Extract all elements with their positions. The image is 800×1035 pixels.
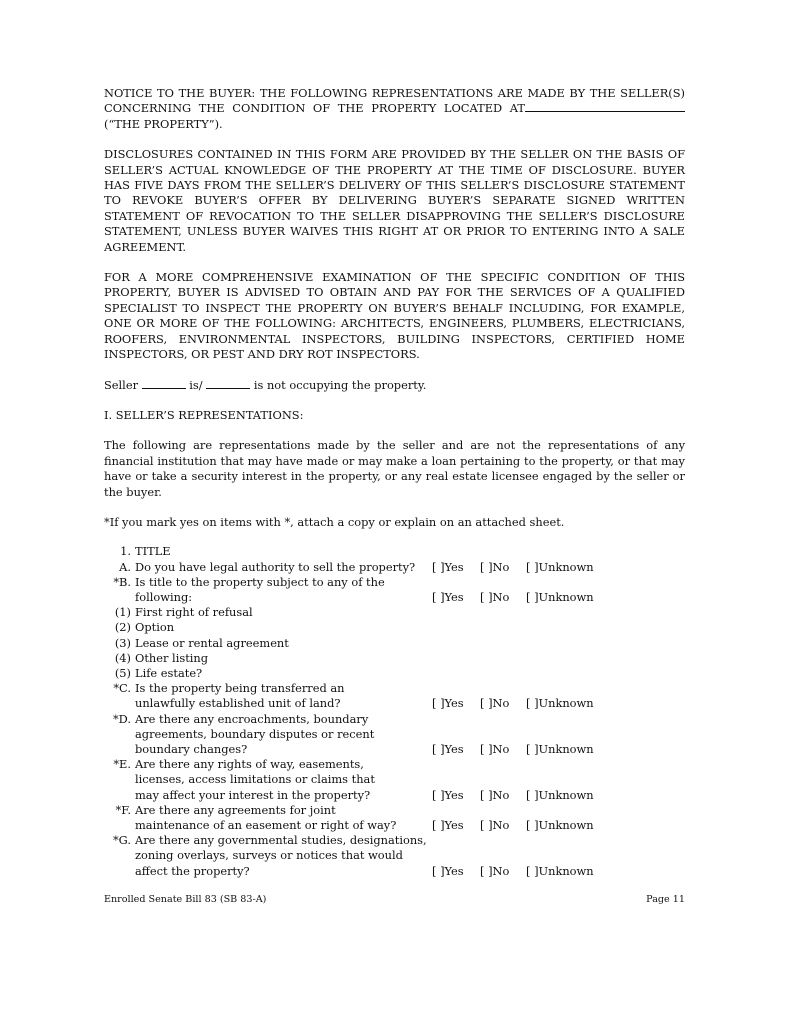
answer-options: [432, 590, 606, 605]
list-item: [104, 575, 685, 605]
item-question: [135, 620, 432, 635]
yes-checkbox[interactable]: [ ]Yes: [432, 818, 464, 832]
item-question: [135, 712, 432, 758]
page-footer: [104, 894, 685, 905]
question-line: Option: [135, 620, 175, 635]
list-item: [104, 636, 685, 651]
question-line: Do you have legal authority to sell the property?: [135, 559, 416, 574]
no-checkbox[interactable]: [ ]No: [480, 863, 510, 878]
unknown-checkbox[interactable]: [ ]Unknown: [526, 589, 594, 604]
list-item: [104, 803, 685, 833]
item-question: [135, 666, 432, 681]
list-item: [104, 757, 685, 803]
item-number: *E.: [113, 757, 131, 772]
unknown-checkbox[interactable]: [ ]Unknown: [526, 559, 594, 574]
item-question: [135, 757, 432, 803]
question-line: licenses, access limitations or claims that: [135, 772, 375, 787]
item-number: A.: [119, 559, 131, 574]
no-checkbox[interactable]: [ ]No: [480, 696, 510, 711]
answer-options: [432, 788, 606, 803]
list-item: [104, 560, 685, 575]
title-questions-list: [104, 544, 685, 878]
list-item: [104, 605, 685, 620]
question-line: agreements, boundary disputes or recent: [135, 726, 375, 741]
not-occupying-label: is not occupying the property.: [253, 377, 427, 392]
list-item: [104, 544, 685, 559]
no-checkbox[interactable]: [ ]No: [480, 559, 510, 574]
question-line: Life estate?: [135, 665, 203, 680]
answer-options: [432, 864, 606, 879]
asterisk-note: *If you mark yes on items with *, attach a copy or explain on an attached sheet.: [104, 514, 565, 529]
item-question: [135, 544, 432, 559]
question-line: following:: [135, 589, 193, 604]
seller-blank-not: [206, 378, 250, 389]
no-checkbox[interactable]: [ ]No: [480, 741, 510, 756]
seller-blank-is: [142, 378, 186, 389]
list-item: [104, 712, 685, 758]
no-checkbox[interactable]: [ ]No: [480, 818, 510, 832]
item-question: [135, 575, 432, 605]
question-line: First right of refusal: [135, 605, 253, 620]
item-number: (4): [114, 650, 131, 665]
page-number: Page 11: [646, 894, 685, 905]
yes-checkbox[interactable]: [ ]Yes: [432, 559, 464, 574]
yes-checkbox[interactable]: [ ]Yes: [432, 787, 464, 802]
question-line: maintenance of an easement or right of way?: [135, 818, 397, 832]
question-line: may affect your interest in the property?: [135, 787, 371, 802]
item-number: *F.: [115, 802, 131, 817]
list-item: [104, 651, 685, 666]
unknown-checkbox[interactable]: [ ]Unknown: [526, 696, 594, 711]
question-line: Are there any encroachments, boundary: [135, 711, 369, 726]
representations-paragraph: The following are representations made by the seller and are not the representations of any financial institution that may have made or may make a loan pertaining to the property, or that may have or take a security interest in the property, or any real estate licensee engaged by the seller or the buyer.: [104, 438, 685, 499]
seller-label: Seller: [104, 377, 139, 392]
item-question: [135, 651, 432, 666]
no-checkbox[interactable]: [ ]No: [480, 589, 510, 604]
question-line: affect the property?: [135, 863, 250, 878]
list-item: [104, 681, 685, 711]
notice-text-end: (“THE PROPERTY”).: [104, 116, 223, 131]
question-line: TITLE: [135, 544, 171, 559]
notice-text: NOTICE TO THE BUYER: THE FOLLOWING REPRESENTATIONS ARE MADE BY THE SELLER(S) CONCERNING THE CONDITION OF THE PROPERTY LOCATED AT: [104, 86, 685, 116]
item-number: 1.: [120, 544, 131, 559]
item-question: [135, 833, 432, 879]
item-question: [135, 605, 432, 620]
item-number: *G.: [112, 833, 131, 848]
question-line: boundary changes?: [135, 741, 248, 756]
item-number: (5): [114, 665, 131, 680]
question-line: zoning overlays, surveys or notices that would: [135, 848, 403, 863]
unknown-checkbox[interactable]: [ ]Unknown: [526, 741, 594, 756]
unknown-checkbox[interactable]: [ ]Unknown: [526, 787, 594, 802]
examination-paragraph: FOR A MORE COMPREHENSIVE EXAMINATION OF THE SPECIFIC CONDITION OF THIS PROPERTY, BUYER IS ADVISED TO OBTAIN AND PAY FOR THE SERVICES OF A QUALIFIED SPECIALIST TO INSPECT THE PROPERTY ON BUYER’S BEHALF INCLUDING, FOR EXAMPLE, ONE OR MORE OF THE FOLLOWING: ARCHITECTS, ENGINEERS, PLUMBERS, ELECTRICIANS, ROOFERS, ENVIRONMENTAL INSPECTORS, BUILDING INSPECTORS, CERTIFIED HOME INSPECTORS, OR PEST AND DRY ROT INSPECTORS.: [104, 270, 685, 362]
question-line: Is the property being transferred an: [135, 681, 345, 696]
disclosures-paragraph: DISCLOSURES CONTAINED IN THIS FORM ARE PROVIDED BY THE SELLER ON THE BASIS OF SELLER’S ACTUAL KNOWLEDGE OF THE PROPERTY AT THE TIME OF DISCLOSURE. BUYER HAS FIVE DAYS FROM THE SELLER’S DELIVERY OF THIS SELLER’S DISCLOSURE STATEMENT TO REVOKE BUYER’S OFFER BY DELIVERING BUYER’S SEPARATE SIGNED WRITTEN STATEMENT OF REVOCATION TO THE SELLER DISAPPROVING THE SELLER’S DISCLOSURE STATEMENT, UNLESS BUYER WAIVES THIS RIGHT AT OR PRIOR TO ENTERING INTO A SALE AGREEMENT.: [104, 147, 685, 254]
buyer-notice: [104, 86, 685, 132]
item-question: [135, 560, 432, 575]
unknown-checkbox[interactable]: [ ]Unknown: [526, 818, 594, 832]
list-item: [104, 620, 685, 635]
item-number: *B.: [113, 574, 131, 589]
bill-reference: Enrolled Senate Bill 83 (SB 83-A): [104, 894, 267, 905]
question-line: Is title to the property subject to any of the: [135, 574, 385, 589]
item-question: [135, 636, 432, 651]
section-heading: I. SELLER’S REPRESENTATIONS:: [104, 407, 304, 422]
question-line: Are there any rights of way, easements,: [135, 757, 364, 772]
item-number: (2): [114, 620, 131, 635]
question-line: Are there any agreements for joint: [135, 802, 336, 817]
question-line: Are there any governmental studies, designations,: [135, 833, 427, 848]
unknown-checkbox[interactable]: [ ]Unknown: [526, 863, 594, 878]
is-label: is/: [189, 377, 203, 392]
answer-options: [432, 560, 606, 575]
seller-occupancy-line: [104, 378, 685, 393]
document-page: [104, 86, 685, 879]
item-number: *C.: [113, 681, 131, 696]
list-item: [104, 666, 685, 681]
answer-options: [432, 696, 606, 711]
question-line: unlawfully established unit of land?: [135, 696, 341, 711]
yes-checkbox[interactable]: [ ]Yes: [432, 589, 464, 604]
list-item: [104, 833, 685, 879]
property-address-blank: [525, 101, 685, 112]
item-number: *D.: [112, 711, 131, 726]
item-number: (3): [114, 635, 131, 650]
yes-checkbox[interactable]: [ ]Yes: [432, 696, 464, 711]
yes-checkbox[interactable]: [ ]Yes: [432, 863, 464, 878]
question-line: Lease or rental agreement: [135, 635, 289, 650]
question-line: Other listing: [135, 650, 209, 665]
item-number: (1): [114, 605, 131, 620]
item-question: [135, 803, 432, 833]
answer-options: [432, 742, 606, 757]
item-question: [135, 681, 432, 711]
no-checkbox[interactable]: [ ]No: [480, 787, 510, 802]
yes-checkbox[interactable]: [ ]Yes: [432, 741, 464, 756]
answer-options: [432, 818, 606, 833]
